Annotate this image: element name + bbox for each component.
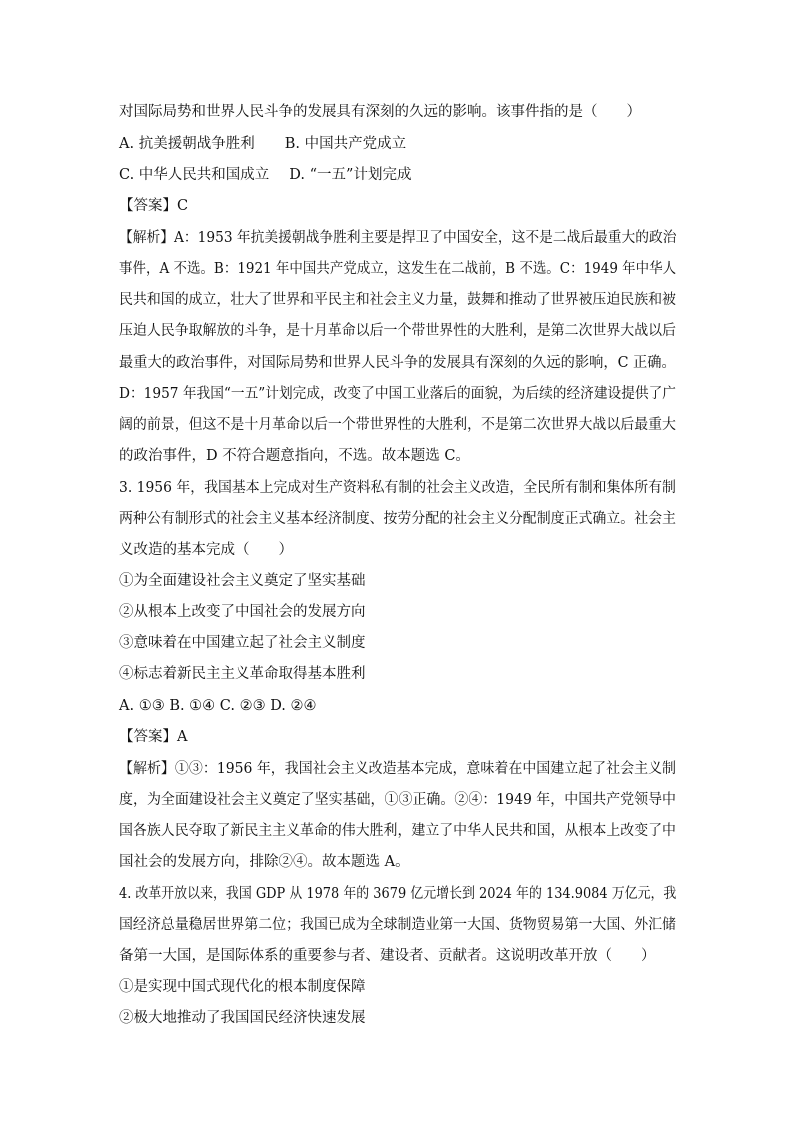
- q3-item: ③意味着在中国建立起了社会主义制度: [119, 635, 366, 651]
- q4-stem-line: 4. 改革开放以来，我国 GDP 从 1978 年的 3679 亿元增长到 2024 年的 134.9084 万亿元，我: [119, 886, 677, 902]
- q3-analysis-line: 国社会的发展方向，排除②④。故本题选 A。: [119, 854, 410, 870]
- q2-options-row-1: [119, 134, 406, 154]
- q2-analysis-line: D：1957 年我国“一五”计划完成，改变了中国工业落后的面貌，为后续的经济建设提供了广: [119, 386, 676, 402]
- q2-analysis-line: 阔的前景，但这不是十月革命以后一个带世界性的大胜利，不是第二次世界大战以后最重大: [119, 417, 676, 433]
- q2-analysis-line: 压迫人民争取解放的斗争，是十月革命以后一个带世界性的大胜利，是第二次世界大战以后: [119, 323, 676, 339]
- q2-analysis-line: 民共和国的成立，壮大了世界和平民主和社会主义力量，鼓舞和推动了世界被压迫民族和被: [119, 292, 676, 308]
- q2-analysis-line: 最重大的政治事件，对国际局势和世界人民斗争的发展具有深刻的久远的影响，C 正确。: [119, 355, 676, 371]
- q2-analysis-line: 的政治事件，D 不符合题意指向，不选。故本题选 C。: [119, 448, 470, 464]
- q2-option-c: C. 中华人民共和国成立: [119, 167, 270, 183]
- q2-option-a: A. 抗美援朝战争胜利: [119, 136, 255, 152]
- q2-answer: 【答案】C: [119, 198, 189, 214]
- q2-option-b: B. 中国共产党成立: [284, 136, 407, 152]
- q2-option-d: D. “一五”计划完成: [289, 167, 412, 183]
- q3-stem-line: 3. 1956 年，我国基本上完成对生产资料私有制的社会主义改造，全民所有制和集体所有制: [119, 480, 676, 496]
- q4-item: ①是实现中国式现代化的根本制度保障: [119, 979, 366, 995]
- q3-item: ①为全面建设社会主义奠定了坚实基础: [119, 573, 366, 589]
- q4-stem-line: 备第一大国，是国际体系的重要参与者、建设者、贡献者。这说明改革开放（ ）: [119, 948, 656, 964]
- q2-options-row-2: [119, 165, 411, 185]
- q3-option-a: A. ①③: [119, 698, 165, 714]
- q3-analysis-line: 【解析】①③：1956 年，我国社会主义改造基本完成，意味着在中国建立起了社会主义制: [119, 761, 677, 777]
- q3-analysis-line: 国各族人民夺取了新民主主义革命的伟大胜利，建立了中华人民共和国，从根本上改变了中: [119, 823, 676, 839]
- q2-analysis-line: 【解析】A：1953 年抗美援朝战争胜利主要是捍卫了中国安全，这不是二战后最重大的政治: [119, 230, 677, 246]
- q3-options-row: [119, 696, 317, 716]
- q3-item: ④标志着新民主主义革命取得基本胜利: [119, 666, 366, 682]
- q3-stem-line: 两种公有制形式的社会主义基本经济制度、按劳分配的社会主义分配制度正式确立。社会主: [119, 511, 676, 527]
- q4-stem-line: 国经济总量稳居世界第二位；我国已成为全球制造业第一大国、货物贸易第一大国、外汇储: [119, 917, 676, 933]
- q3-item: ②从根本上改变了中国社会的发展方向: [119, 604, 366, 620]
- q2-analysis-line: 事件，A 不选。B：1921 年中国共产党成立，这发生在二战前，B 不选。C：1949 年中华人: [119, 261, 677, 277]
- q3-stem-line: 义改造的基本完成（ ）: [119, 542, 293, 558]
- q3-answer: 【答案】A: [119, 729, 188, 745]
- q3-analysis-line: 度，为全面建设社会主义奠定了坚实基础，①③正确。②④：1949 年，中国共产党领导中: [119, 792, 677, 808]
- q2-stem-tail: 对国际局势和世界人民斗争的发展具有深刻的久远的影响。该事件指的是（ ）: [119, 104, 641, 120]
- q3-option-d: D. ②④: [270, 698, 317, 714]
- q3-option-b: B. ①④: [169, 698, 216, 714]
- q4-item: ②极大地推动了我国国民经济快速发展: [119, 1010, 366, 1026]
- q3-option-c: C. ②③: [219, 698, 266, 714]
